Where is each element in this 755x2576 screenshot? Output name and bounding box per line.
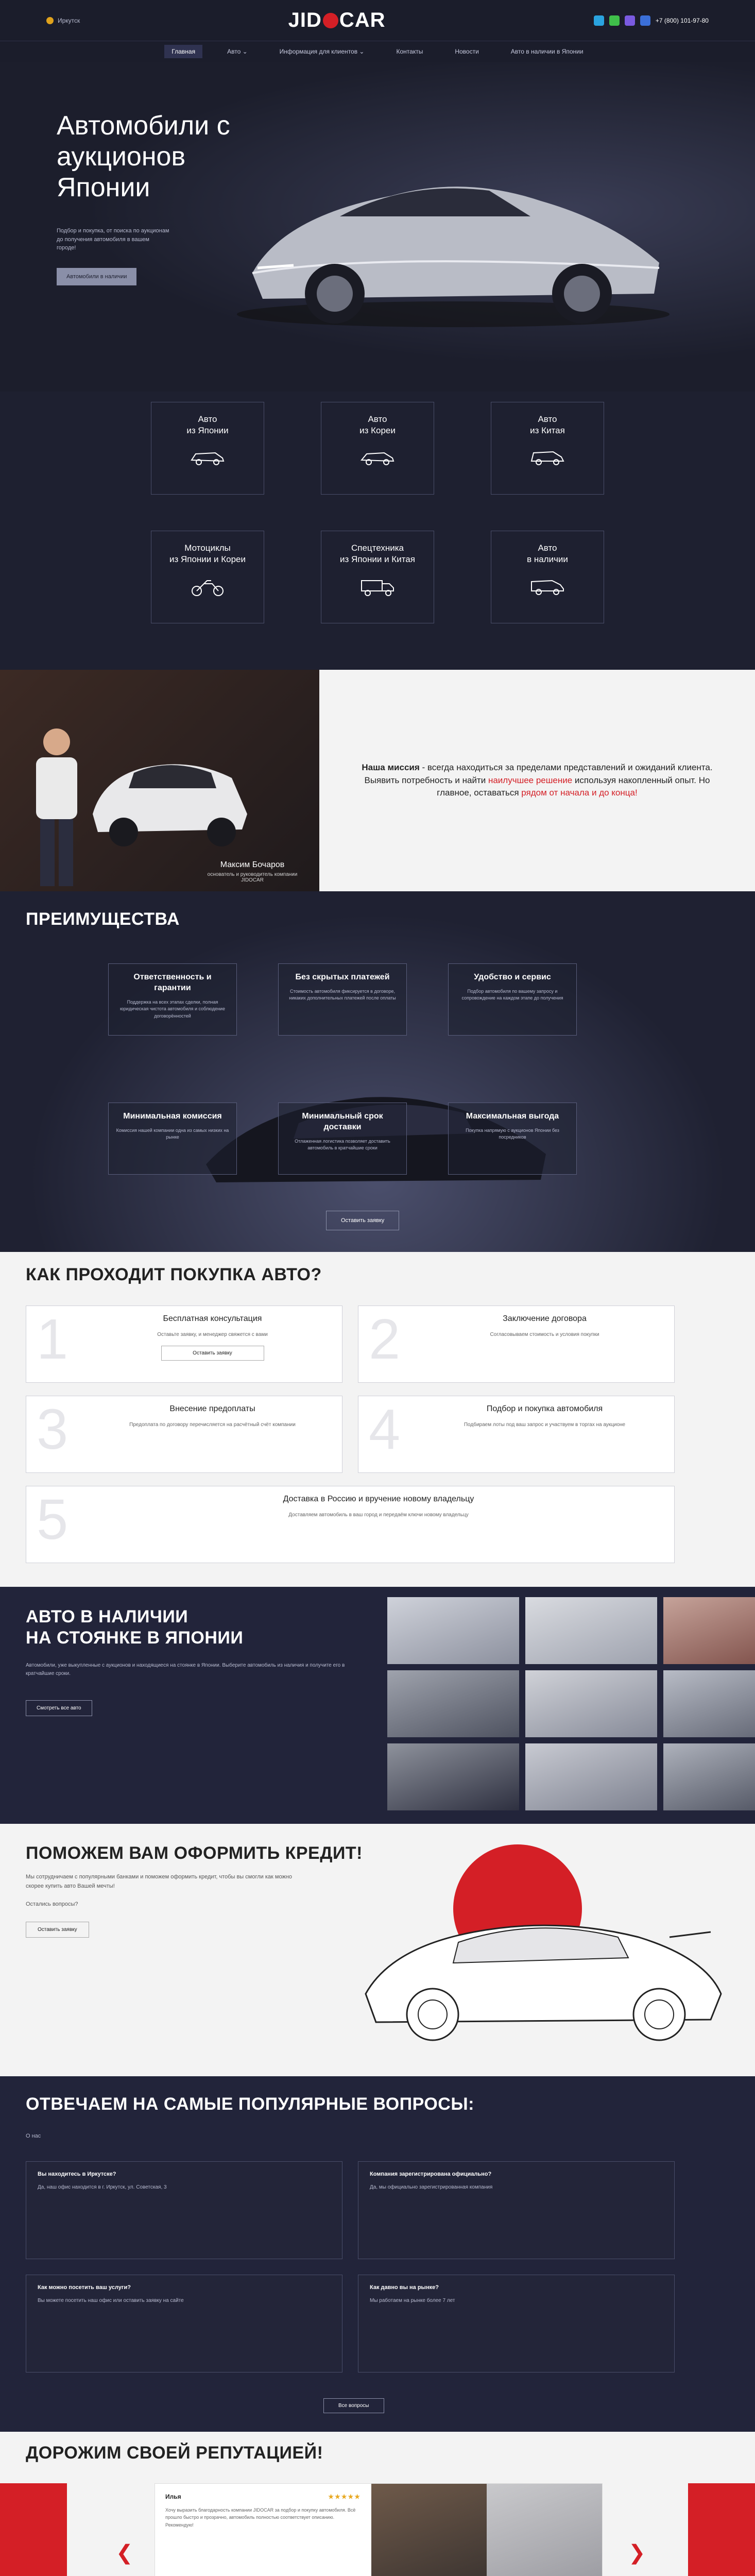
city-selector[interactable] <box>46 17 80 24</box>
step-number: 4 <box>369 1398 401 1461</box>
stock-photo[interactable] <box>525 1597 657 1664</box>
mission-text-part: - всегда находиться за пределами представлений и ожиданий клиента. Выявить потребность и найти <box>364 762 713 785</box>
advantage-card <box>108 963 237 1036</box>
credit-text: Мы сотрудничаем с популярными банками и поможем оформить кредит, чтобы вы смогли как можно скорее купить авто Вашей мечты! <box>26 1874 292 1889</box>
top-bar <box>0 0 755 41</box>
stock-all-button[interactable]: Смотреть все авто <box>26 1700 92 1716</box>
stock-text: Автомобили, уже выкупленные с аукционов и находящиеся на стоянке в Японии. Выберите автомобиль из наличия и получите его в кратчайшие сроки. <box>26 1663 345 1676</box>
category-title: Авто <box>198 414 217 424</box>
stock-photo[interactable] <box>663 1597 755 1664</box>
category-subtitle: в наличии <box>527 554 568 565</box>
faq-question: Как давно вы на рынке? <box>370 2284 439 2291</box>
advantage-card <box>278 1103 407 1175</box>
founder-caption <box>196 860 309 883</box>
suv-icon <box>529 448 565 466</box>
logo-text-left: JID <box>288 9 322 31</box>
nav-stock-japan[interactable]: Авто в наличии в Японии <box>510 48 584 55</box>
reviews-title: ДОРОЖИМ СВОЕЙ РЕПУТАЦИЕЙ! <box>26 2443 323 2463</box>
step-number: 2 <box>369 1308 401 1371</box>
step-card <box>26 1306 342 1383</box>
credit-question: Остались вопросы? <box>26 1901 78 1907</box>
faq-question: Компания зарегистрирована официально? <box>370 2171 492 2177</box>
credit-section <box>0 1824 755 2076</box>
faq-answer: Да, наш офис находится в г. Иркутск, ул. Советская, 3 <box>38 2184 167 2190</box>
categories-section <box>0 392 755 670</box>
advantages-section <box>0 891 755 1252</box>
founder-role: основатель и руководитель компании JIDOCAR <box>207 872 298 883</box>
stock-photo[interactable] <box>387 1597 519 1664</box>
credit-car-illustration <box>350 1860 731 2050</box>
review-photos <box>371 2484 602 2576</box>
stock-title-line: НА СТОЯНКЕ В ЯПОНИИ <box>26 1628 244 1648</box>
sedan-icon <box>190 448 226 466</box>
nav-contacts[interactable]: Контакты <box>396 48 423 55</box>
review-body: Хочу выразить благодарность компании JIDOCAR за подбор и покупку автомобиля. Всё прошло быстро и прозрачно, автомобиль полностью соответствует описанию. Рекомендую! <box>165 2507 356 2528</box>
advantage-text: Комиссия нашей компании одна из самых низких на рынке <box>116 1127 229 1140</box>
advantage-text: Подбор автомобиля по вашему запросу и сопровождение на каждом этапе до получения <box>461 988 563 1001</box>
hero-title: Автомобили с аукционов Японии <box>57 111 230 202</box>
stock-photo[interactable] <box>525 1743 657 1810</box>
faq-answer: Да, мы официально зарегистрированная компания <box>370 2184 493 2190</box>
step-card <box>358 1306 675 1383</box>
hero-stock-button[interactable]: Автомобили в наличии <box>57 268 136 285</box>
advantage-title: Без скрытых платежей <box>295 973 390 981</box>
stock-photo[interactable] <box>387 1743 519 1810</box>
mission-highlight: рядом от начала и до конца! <box>521 788 638 798</box>
mission-lead: Наша миссия <box>362 762 420 773</box>
location-pin-icon <box>46 17 54 24</box>
credit-request-button[interactable]: Оставить заявку <box>26 1922 89 1938</box>
motorcycle-icon <box>190 577 226 597</box>
category-special-equipment[interactable] <box>321 531 434 623</box>
founder-figure-image <box>26 721 88 891</box>
city-label: Иркутск <box>58 16 80 24</box>
nav-clients-info[interactable]: Информация для клиентов ⌄ <box>279 48 365 55</box>
review-photo[interactable] <box>487 2484 602 2576</box>
viber-icon[interactable] <box>625 15 635 26</box>
faq-item[interactable] <box>358 2161 675 2259</box>
category-korea[interactable] <box>321 402 434 495</box>
category-in-stock[interactable] <box>491 531 604 623</box>
advantage-card <box>448 963 577 1036</box>
step-number: 5 <box>37 1488 68 1551</box>
category-motorcycles[interactable] <box>151 531 264 623</box>
step-text: Подбираем лоты под ваш запрос и участвуем в торгах на аукционе <box>464 1422 626 1428</box>
mission-section <box>0 670 755 891</box>
category-japan[interactable] <box>151 402 264 495</box>
nav-cars[interactable]: Авто ⌄ <box>227 48 248 55</box>
logo-text-right: CAR <box>339 9 386 31</box>
step-request-button[interactable]: Оставить заявку <box>161 1346 264 1361</box>
steps-title: КАК ПРОХОДИТ ПОКУПКА АВТО? <box>26 1265 322 1284</box>
whatsapp-icon[interactable] <box>609 15 620 26</box>
advantage-card <box>278 963 407 1036</box>
review-card <box>155 2483 603 2576</box>
main-nav <box>0 41 755 62</box>
hero-car-image <box>221 118 685 335</box>
purchase-steps-section <box>0 1252 755 1587</box>
step-text: Доставляем автомобиль в ваш город и передаём ключи новому владельцу <box>288 1512 469 1518</box>
step-number: 1 <box>37 1308 68 1371</box>
step-card <box>26 1486 675 1563</box>
hero-text: Подбор и покупка, от поиска по аукционам до получения автомобиля в вашем городе! <box>57 228 169 251</box>
nav-news[interactable]: Новости <box>455 48 479 55</box>
stock-title-line: АВТО В НАЛИЧИИ <box>26 1607 188 1626</box>
category-title: Авто <box>368 414 387 424</box>
step-card <box>26 1396 342 1473</box>
stock-photo[interactable] <box>663 1670 755 1737</box>
advantage-card <box>108 1103 237 1175</box>
truck-icon <box>359 577 396 597</box>
nav-home[interactable]: Главная <box>164 45 202 58</box>
in-stock-section <box>0 1587 755 1824</box>
category-subtitle: из Японии и Кореи <box>169 554 246 565</box>
stock-title <box>26 1606 243 1649</box>
step-title: Бесплатная консультация <box>163 1314 262 1323</box>
van-icon <box>529 577 565 597</box>
step-text: Предоплата по договору перечисляется на расчётный счёт компании <box>129 1422 296 1428</box>
faq-title: ОТВЕЧАЕМ НА САМЫЕ ПОПУЛЯРНЫЕ ВОПРОСЫ: <box>26 2094 474 2114</box>
category-subtitle: из Японии <box>186 426 229 436</box>
step-title: Доставка в Россию и вручение новому владельцу <box>283 1495 474 1503</box>
mission-text <box>319 670 755 891</box>
founder-car-image <box>88 716 252 850</box>
reviews-left-bar <box>0 2483 67 2576</box>
mission-highlight: наилучшее решение <box>488 775 573 785</box>
stock-photo[interactable] <box>663 1743 755 1810</box>
advantage-text: Стоимость автомобиля фиксируется в договоре, никаких дополнительных платежей после оплаты <box>289 988 396 1001</box>
advantages-title: ПРЕИМУЩЕСТВА <box>26 909 180 929</box>
advantage-text: Поддержка на всех этапах сделки, полная юридическая чистота автомобиля и соблюдение договорённостей <box>120 999 225 1019</box>
sedan-icon <box>359 448 396 466</box>
header-contacts <box>594 15 709 26</box>
review-photo[interactable] <box>371 2484 487 2576</box>
category-title: Авто <box>538 414 557 424</box>
stock-photo[interactable] <box>525 1670 657 1737</box>
hero-section <box>0 62 755 392</box>
advantage-title: Максимальная выгода <box>466 1112 559 1121</box>
step-title: Заключение договора <box>503 1314 587 1323</box>
category-subtitle: из Кореи <box>359 426 396 436</box>
advantage-title: Минимальный срок доставки <box>302 1112 383 1131</box>
reviews-section <box>0 2432 755 2576</box>
faq-section <box>0 2076 755 2432</box>
step-title: Внесение предоплаты <box>169 1404 255 1413</box>
category-subtitle: из Китая <box>530 426 565 436</box>
category-china[interactable] <box>491 402 604 495</box>
category-subtitle: из Японии и Китая <box>340 554 415 565</box>
category-title: Авто <box>538 543 557 553</box>
step-title: Подбор и покупка автомобиля <box>486 1404 603 1413</box>
advantage-title: Минимальная комиссия <box>123 1112 222 1121</box>
category-title: Спецтехника <box>351 543 404 553</box>
category-title: Мотоциклы <box>184 543 231 553</box>
credit-title: ПОМОЖЕМ ВАМ ОФОРМИТЬ КРЕДИТ! <box>26 1843 363 1863</box>
stock-gallery <box>387 1597 755 1810</box>
site-logo[interactable] <box>288 9 386 32</box>
faq-all-button[interactable]: Все вопросы <box>323 2398 384 2413</box>
reviews-next-arrow-icon[interactable]: ❯ <box>628 2541 646 2564</box>
founder-name: Максим Бочаров <box>220 860 285 869</box>
advantage-text: Отлаженная логистика позволяет доставить автомобиль в кратчайшие сроки <box>295 1138 390 1151</box>
faq-answer: Вы можете посетить наш офис или оставить заявку на сайте <box>38 2298 184 2303</box>
faq-question: Как можно посетить ваш услуги? <box>38 2284 131 2291</box>
rating-stars: ★★★★★ <box>328 2493 361 2500</box>
advantage-title: Удобство и сервис <box>474 973 551 981</box>
step-number: 3 <box>37 1398 68 1461</box>
faq-question: Вы находитесь в Иркутске? <box>38 2171 116 2177</box>
logo-circle-icon <box>323 13 338 28</box>
advantage-title: Ответственность и гарантии <box>133 973 212 992</box>
telegram-icon[interactable] <box>594 15 604 26</box>
faq-item[interactable] <box>358 2275 675 2372</box>
reviews-right-bar <box>688 2483 755 2576</box>
reviews-prev-arrow-icon[interactable]: ❮ <box>116 2541 133 2564</box>
advantage-text: Покупка напрямую с аукционов Японии без посредников <box>466 1127 559 1140</box>
header-phone[interactable]: +7 (800) 101-97-80 <box>655 16 709 24</box>
mission-text-part: используя накопленный опыт. Но главное, оставаться <box>437 775 710 798</box>
step-card <box>358 1396 675 1473</box>
advantages-request-button[interactable]: Оставить заявку <box>326 1211 399 1230</box>
faq-item[interactable] <box>26 2161 342 2259</box>
faq-item[interactable] <box>26 2275 342 2372</box>
step-text: Оставьте заявку, и менеджер свяжется с вами <box>157 1332 268 1337</box>
faq-answer: Мы работаем на рынке более 7 лет <box>370 2298 455 2303</box>
stock-photo[interactable] <box>387 1670 519 1737</box>
advantage-card <box>448 1103 577 1175</box>
step-text: Согласовываем стоимость и условия покупки <box>490 1332 599 1337</box>
reviewer-name: Илья <box>165 2493 181 2500</box>
vk-icon[interactable] <box>640 15 650 26</box>
faq-tab-about[interactable]: О нас <box>26 2133 41 2139</box>
founder-photo <box>0 670 319 891</box>
